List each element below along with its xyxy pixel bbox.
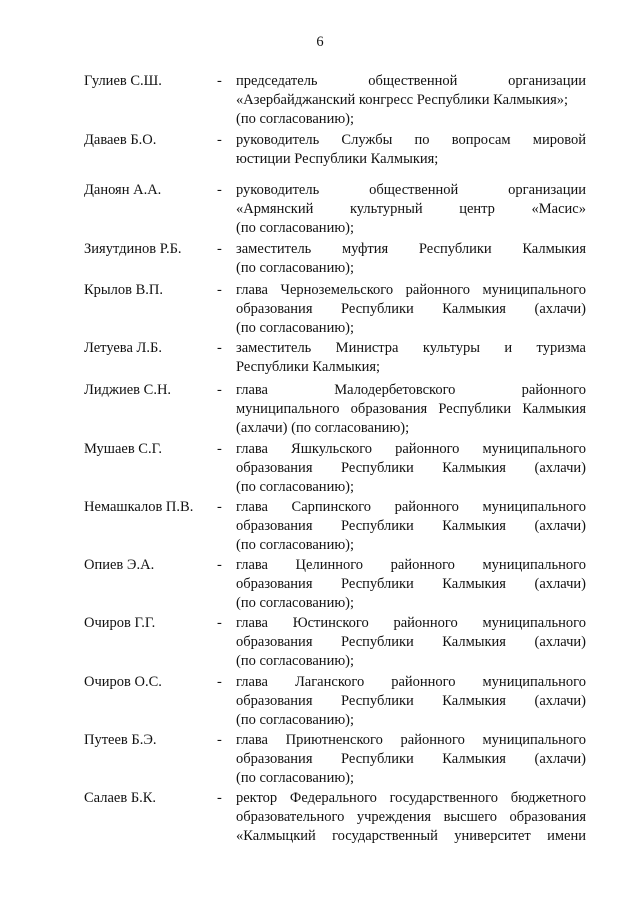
member-position (236, 731, 586, 788)
position-line: (по согласованию); (236, 111, 355, 127)
position-line: глава Юстинского районного муниципального (236, 615, 586, 631)
position-line: руководитель Службы по вопросам мировой (236, 132, 586, 148)
position-line: глава Приютненского районного муниципального (236, 732, 586, 748)
dash-separator: - (217, 732, 222, 748)
member-name: Гулиев С.Ш. (84, 73, 162, 89)
dash-separator: - (217, 790, 222, 806)
member-position (236, 339, 586, 377)
position-line: юстиции Республики Калмыкия; (236, 151, 439, 167)
member-name: Путеев Б.Э. (84, 732, 157, 748)
position-line: председатель общественной организации (236, 73, 586, 89)
member-position (236, 281, 586, 338)
member-name: Очиров О.С. (84, 674, 162, 690)
dash-separator: - (217, 382, 222, 398)
position-line: (по согласованию); (236, 479, 355, 495)
position-line: (по согласованию); (236, 537, 355, 553)
position-line: глава Яшкульского районного муниципального (236, 441, 586, 457)
member-name: Салаев Б.К. (84, 790, 157, 806)
dash-separator: - (217, 441, 222, 457)
dash-separator: - (217, 73, 222, 89)
dash-separator: - (217, 132, 222, 148)
member-name: Немашкалов П.В. (84, 499, 194, 515)
position-line: Республики Калмыкия; (236, 359, 381, 375)
member-position (236, 72, 586, 129)
position-line: «Азербайджанский конгресс Республики Калмыкия»; (236, 92, 569, 108)
position-line: ректор Федерального государственного бюджетного (236, 790, 586, 806)
member-position (236, 381, 586, 438)
position-line: заместитель Министра культуры и туризма (236, 340, 586, 356)
position-line: (по согласованию); (236, 320, 355, 336)
member-position (236, 673, 586, 730)
position-line: муниципального образования Республики Калмыкия (236, 401, 586, 417)
position-line: «Армянский культурный центр «Масис» (236, 201, 586, 217)
position-line: образовательного учреждения высшего образования (236, 809, 586, 825)
position-line: образования Республики Калмыкия (ахлачи) (236, 460, 586, 476)
member-name: Даваев Б.О. (84, 132, 157, 148)
position-line: глава Малодербетовского районного (236, 382, 586, 398)
position-line: образования Республики Калмыкия (ахлачи) (236, 518, 586, 534)
member-name: Крылов В.П. (84, 282, 164, 298)
position-line: «Калмыцкий государственный университет имени (236, 828, 586, 844)
dash-separator: - (217, 615, 222, 631)
position-line: глава Целинного районного муниципального (236, 557, 586, 573)
member-name: Летуева Л.Б. (84, 340, 162, 356)
position-line: (по согласованию); (236, 653, 355, 669)
position-line: глава Черноземельского районного муниципального (236, 282, 586, 298)
position-line: (по согласованию); (236, 712, 355, 728)
position-line: образования Республики Калмыкия (ахлачи) (236, 693, 586, 709)
position-line: образования Республики Калмыкия (ахлачи) (236, 301, 586, 317)
member-position (236, 181, 586, 238)
member-name: Мушаев С.Г. (84, 441, 162, 457)
dash-separator: - (217, 340, 222, 356)
dash-separator: - (217, 241, 222, 257)
member-name: Очиров Г.Г. (84, 615, 156, 631)
position-line: (по согласованию); (236, 770, 355, 786)
dash-separator: - (217, 182, 222, 198)
position-line: образования Республики Калмыкия (ахлачи) (236, 576, 586, 592)
member-position (236, 789, 586, 846)
dash-separator: - (217, 557, 222, 573)
member-position (236, 556, 586, 613)
position-line: глава Сарпинского районного муниципального (236, 499, 586, 515)
member-name: Даноян А.А. (84, 182, 162, 198)
position-line: (по согласованию); (236, 260, 355, 276)
member-name: Опиев Э.А. (84, 557, 155, 573)
dash-separator: - (217, 282, 222, 298)
position-line: образования Республики Калмыкия (ахлачи) (236, 634, 586, 650)
position-line: руководитель общественной организации (236, 182, 586, 198)
member-position (236, 440, 586, 497)
member-position (236, 498, 586, 555)
member-position (236, 240, 586, 278)
page-number: 6 (316, 34, 324, 50)
member-position (236, 131, 586, 169)
dash-separator: - (217, 674, 222, 690)
position-line: глава Лаганского районного муниципального (236, 674, 586, 690)
position-line: заместитель муфтия Республики Калмыкия (236, 241, 586, 257)
position-line: образования Республики Калмыкия (ахлачи) (236, 751, 586, 767)
member-name: Лиджиев С.Н. (84, 382, 172, 398)
position-line: (по согласованию); (236, 220, 355, 236)
member-name: Зияутдинов Р.Б. (84, 241, 182, 257)
member-position (236, 614, 586, 671)
position-line: (по согласованию); (236, 595, 355, 611)
dash-separator: - (217, 499, 222, 515)
position-line: (ахлачи) (по согласованию); (236, 420, 410, 436)
